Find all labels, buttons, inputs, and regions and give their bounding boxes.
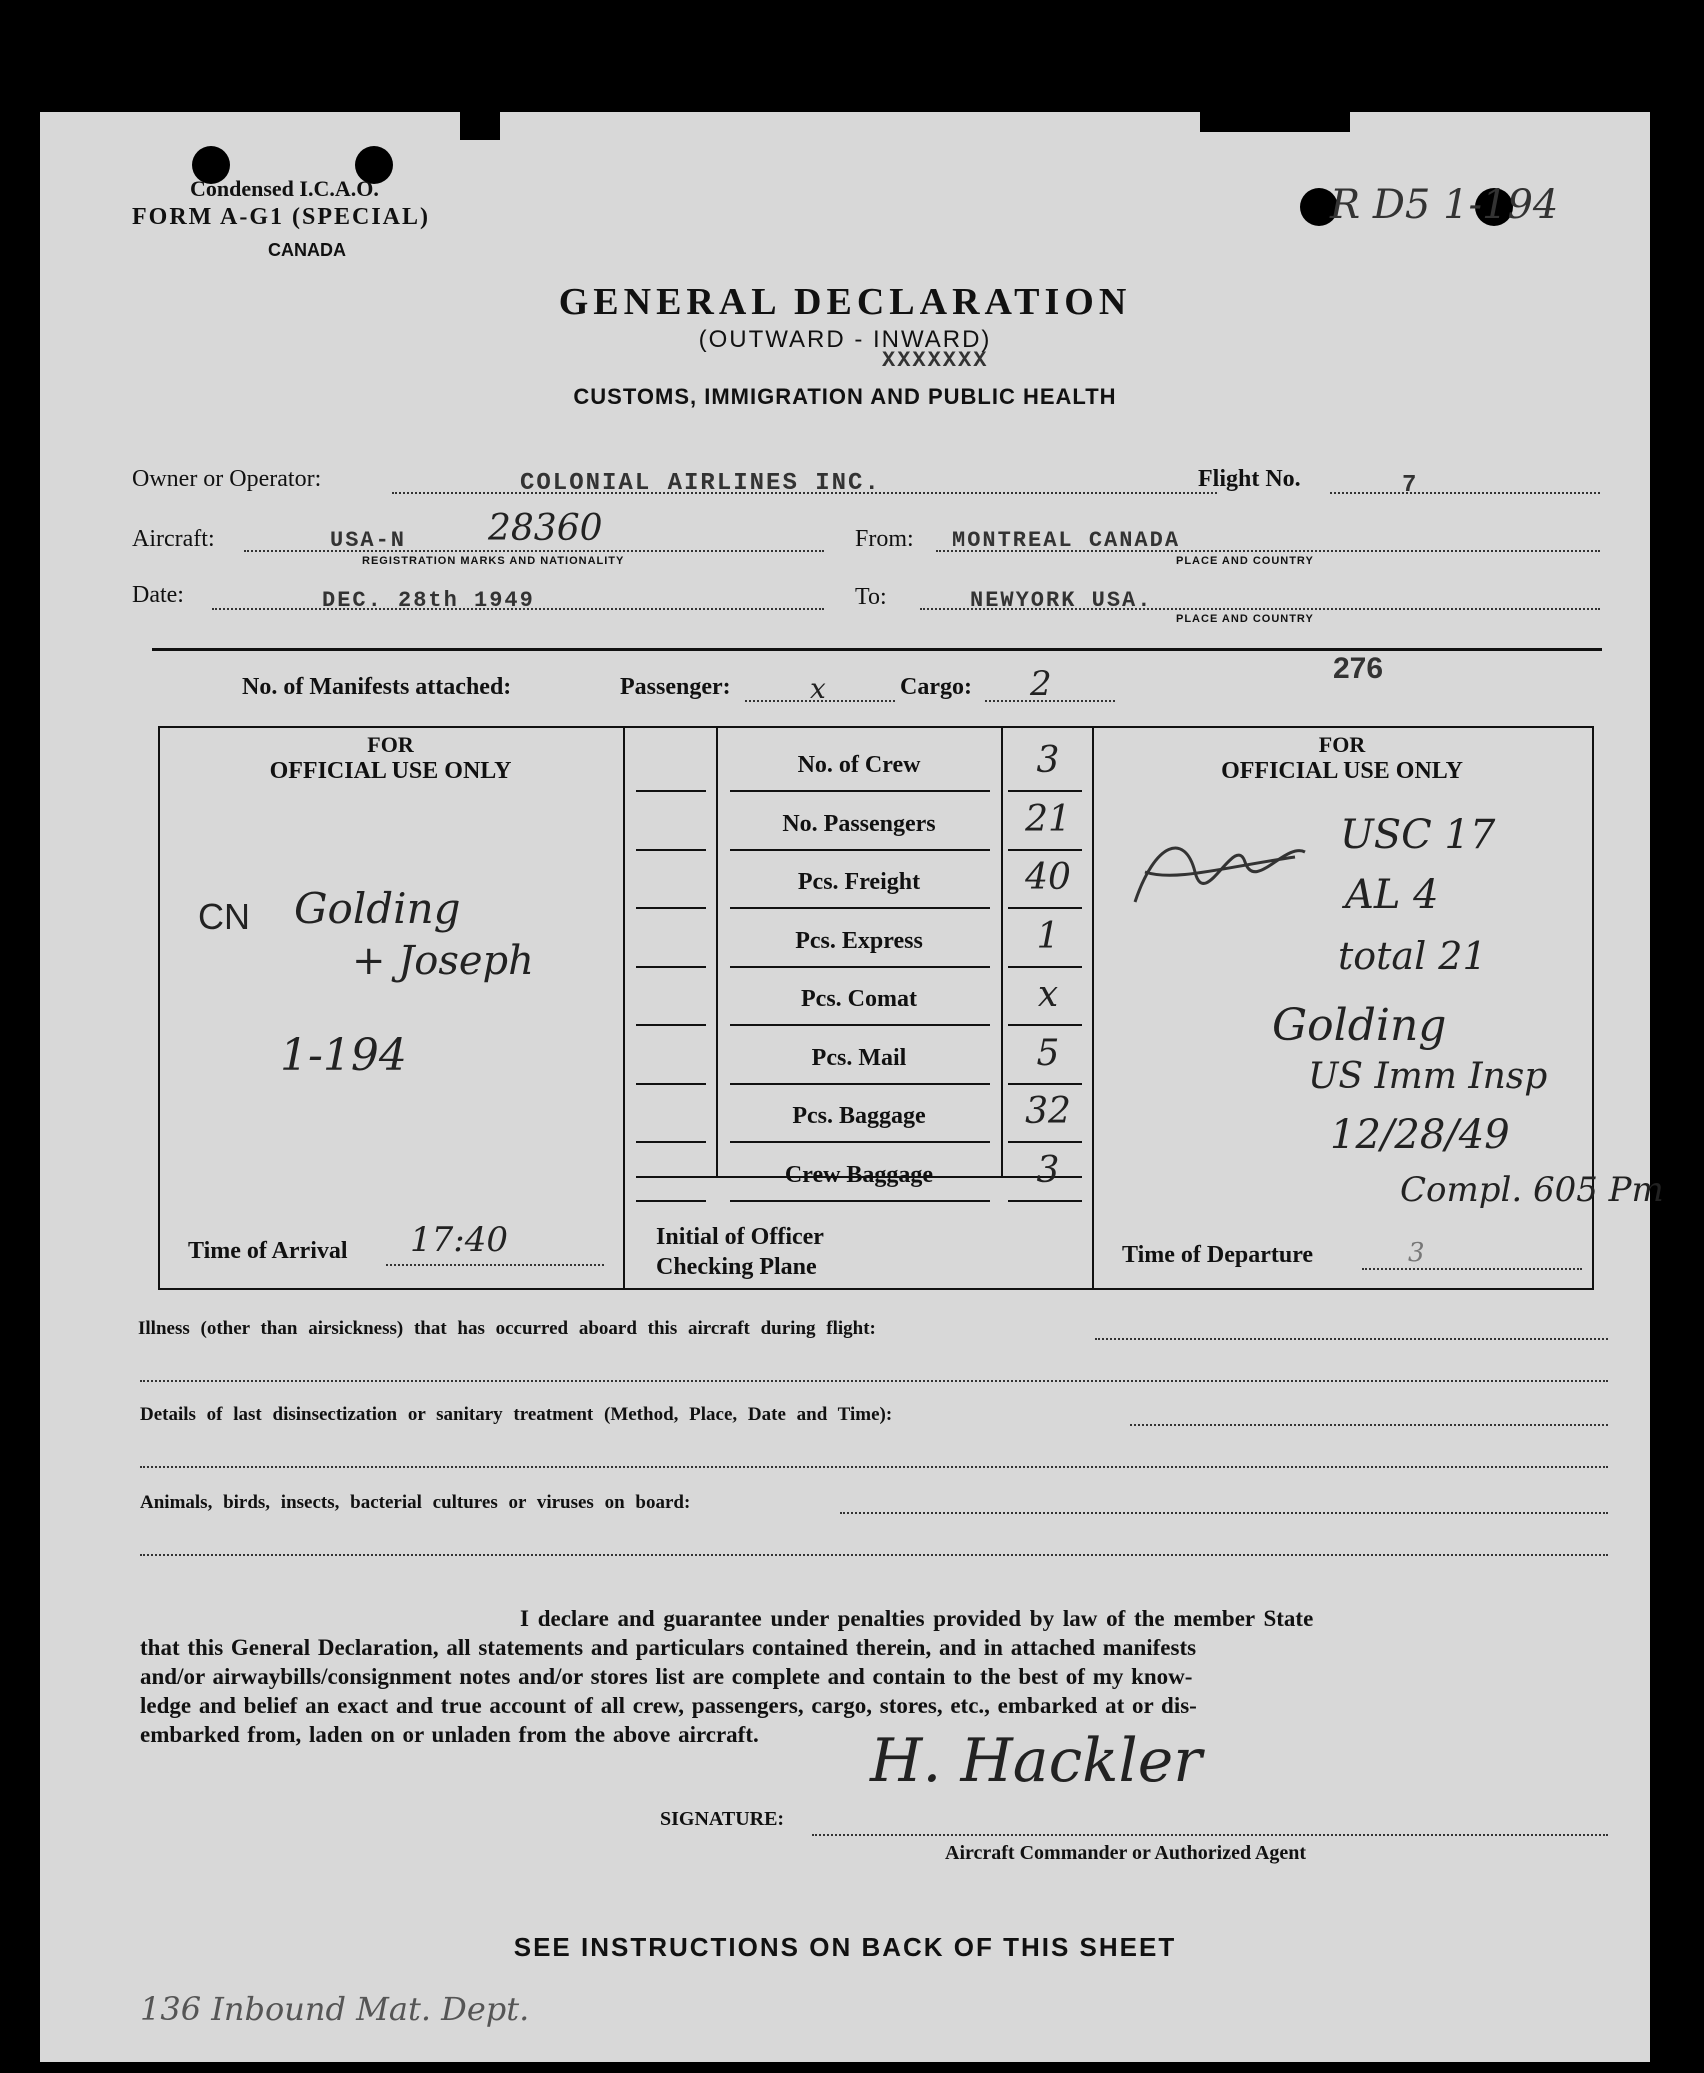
to-value: NEWYORK USA. [970, 588, 1153, 613]
row-rule [730, 1024, 990, 1026]
value-rule [1008, 1083, 1082, 1085]
row-label: No. of Crew [797, 752, 921, 778]
aircraft-caption: REGISTRATION MARKS AND NATIONALITY [362, 555, 625, 567]
left-head-1: FOR [367, 732, 414, 757]
struck-text: XXXXXXX [882, 348, 989, 373]
manifest-passenger-label: Passenger: [620, 674, 731, 700]
page-subtitle: (OUTWARD - INWARD) [698, 326, 992, 353]
illness-label: Illness (other than airsickness) that has occurred aboard this aircraft during flight: [138, 1318, 876, 1339]
owner-label: Owner or Operator: [132, 466, 322, 492]
left-note-number: 1-194 [280, 1030, 407, 1081]
initial-rule [636, 907, 706, 909]
value-rule [1008, 849, 1082, 851]
row-value: 40 [1025, 857, 1071, 898]
caption-customs: CUSTOMS, IMMIGRATION AND PUBLIC HEALTH [573, 384, 1117, 409]
signature-caption: Aircraft Commander or Authorized Agent [945, 1842, 1307, 1864]
declaration-line-1: I declare and guarantee under penalties provided by law of the member State [520, 1606, 1314, 1631]
form-line-3: CANADA [268, 240, 346, 260]
left-note-name: Golding [294, 884, 461, 933]
value-rule [1008, 790, 1082, 792]
disinsect-label: Details of last disinsectization or sanitary treatment (Method, Place, Date and Time): [140, 1404, 893, 1425]
declaration-sheet [40, 112, 1664, 2062]
row-rule [730, 849, 990, 851]
right-note-al: AL 4 [1345, 872, 1439, 918]
row-value: 32 [1025, 1091, 1071, 1132]
row-rule [730, 1200, 990, 1202]
initial-rule [636, 966, 706, 968]
illness-dotted-line [1095, 1338, 1608, 1340]
initial-rule [636, 1141, 706, 1143]
arrival-label: Time of Arrival [188, 1238, 348, 1264]
row-value: x [1037, 974, 1059, 1015]
value-rule [1008, 966, 1082, 968]
right-note-golding: Golding [1272, 1000, 1447, 1051]
flight-dotted-line [1330, 492, 1600, 494]
illness-dotted-line-2 [140, 1380, 1608, 1382]
date-value: DEC. 28th 1949 [322, 588, 535, 613]
number-276: 276 [1333, 652, 1384, 685]
manifest-cargo-label: Cargo: [900, 674, 972, 700]
paper-tear [460, 112, 500, 140]
stamp-note: R D5 1-194 [1330, 182, 1559, 228]
value-rule [1008, 907, 1082, 909]
value-rule [1008, 1024, 1082, 1026]
row-label: No. Passengers [782, 810, 936, 837]
place-caption-1: PLACE AND COUNTRY [1176, 555, 1314, 567]
owner-value: COLONIAL AIRLINES INC. [520, 470, 881, 497]
departure-label: Time of Departure [1122, 1242, 1314, 1268]
form-line-2: FORM A-G1 (SPECIAL) [132, 204, 430, 230]
aircraft-hand: 28360 [488, 508, 603, 549]
initial-rule [636, 1083, 706, 1085]
manifests-label: No. of Manifests attached: [242, 674, 512, 700]
left-note-cn: CN [198, 896, 250, 937]
disinsect-dotted-line-2 [140, 1466, 1608, 1468]
initial-rule [636, 1024, 706, 1026]
row-value: 5 [1036, 1032, 1060, 1074]
initial-rule [636, 1200, 706, 1202]
declaration-line-4: ledge and belief an exact and true account of all crew, passengers, cargo, stores, etc., embarked at or dis- [140, 1693, 1197, 1718]
manifest-cargo-value: 2 [1030, 664, 1052, 704]
disinsect-dotted-line [1130, 1424, 1608, 1426]
value-rule [1008, 1141, 1082, 1143]
row-label: Pcs. Mail [811, 1044, 907, 1071]
row-label: Crew Baggage [784, 1161, 934, 1188]
officer-label-2: Checking Plane [656, 1254, 817, 1280]
right-note-compl: Compl. 605 Pm [1400, 1170, 1664, 1210]
arrival-dotted-line [386, 1264, 604, 1266]
flight-label: Flight No. [1198, 466, 1301, 492]
left-head-2: OFFICIAL USE ONLY [269, 758, 512, 784]
signature-label: SIGNATURE: [660, 1808, 785, 1830]
from-value: MONTREAL CANADA [952, 528, 1181, 553]
declaration-line-3: and/or airwaybills/consignment notes and/or stores list are complete and contain to the best of my know- [140, 1664, 1193, 1689]
table-divider [1092, 726, 1094, 1288]
right-note-insp: US Imm Insp [1308, 1056, 1548, 1097]
footer-hand-note: 136 Inbound Mat. Dept. [140, 1990, 530, 2028]
from-label: From: [855, 526, 914, 552]
row-label: Pcs. Comat [801, 986, 917, 1012]
row-rule [730, 966, 990, 968]
row-rule [730, 907, 990, 909]
departure-dotted-line [1362, 1268, 1582, 1270]
row-label: Pcs. Freight [797, 869, 921, 895]
instructions-text: SEE INSTRUCTIONS ON BACK OF THIS SHEET [513, 1932, 1177, 1962]
row-value: 1 [1036, 915, 1060, 957]
aircraft-label: Aircraft: [132, 526, 215, 552]
row-rule [730, 790, 990, 792]
manifest-passenger-value: x [810, 672, 826, 705]
row-label: Pcs. Express [795, 927, 923, 954]
officer-label-1: Initial of Officer [656, 1224, 824, 1250]
place-caption-2: PLACE AND COUNTRY [1176, 613, 1314, 625]
right-head-2: OFFICIAL USE ONLY [1221, 758, 1463, 784]
form-line-1: Condensed I.C.A.O. [190, 176, 379, 201]
right-note-total: total 21 [1338, 934, 1487, 978]
table-divider [623, 726, 625, 1288]
flight-value: 7 [1402, 472, 1419, 499]
animals-label: Animals, birds, insects, bacterial cultures or viruses on board: [140, 1492, 691, 1513]
row-label: Pcs. Baggage [792, 1103, 926, 1129]
departure-value: 3 [1408, 1238, 1425, 1268]
value-rule [1008, 1200, 1082, 1202]
divider-rule [152, 648, 1602, 651]
date-label: Date: [132, 582, 184, 608]
right-head-1: FOR [1318, 732, 1366, 757]
declaration-line-2: that this General Declaration, all statements and particulars contained therein, and in attached manifests [140, 1635, 1197, 1660]
row-rule [730, 1083, 990, 1085]
signature-image: H. Hackler [870, 1726, 1202, 1796]
row-value: 21 [1025, 798, 1071, 840]
row-value: 3 [1036, 1149, 1060, 1191]
aircraft-value: USA-N [330, 528, 407, 553]
arrival-value: 17:40 [410, 1220, 508, 1260]
signature-dotted-line [812, 1834, 1608, 1836]
row-value: 3 [1036, 740, 1060, 781]
initial-rule [636, 849, 706, 851]
table-divider [716, 726, 718, 1178]
right-note-usc: USC 17 [1340, 812, 1496, 858]
left-note-joseph: + Joseph [352, 938, 534, 984]
declaration-line-5: embarked from, laden on or unladen from the above aircraft. [140, 1722, 759, 1747]
animals-dotted-line [840, 1512, 1608, 1514]
to-label: To: [855, 584, 887, 610]
paper-tear [1200, 112, 1350, 132]
initial-rule [636, 790, 706, 792]
right-note-date: 12/28/49 [1330, 1112, 1510, 1158]
table-divider [1001, 726, 1003, 1178]
row-rule [730, 1141, 990, 1143]
page-title: GENERAL DECLARATION [558, 281, 1132, 323]
animals-dotted-line-2 [140, 1554, 1608, 1556]
scribble-mark [1115, 812, 1315, 932]
